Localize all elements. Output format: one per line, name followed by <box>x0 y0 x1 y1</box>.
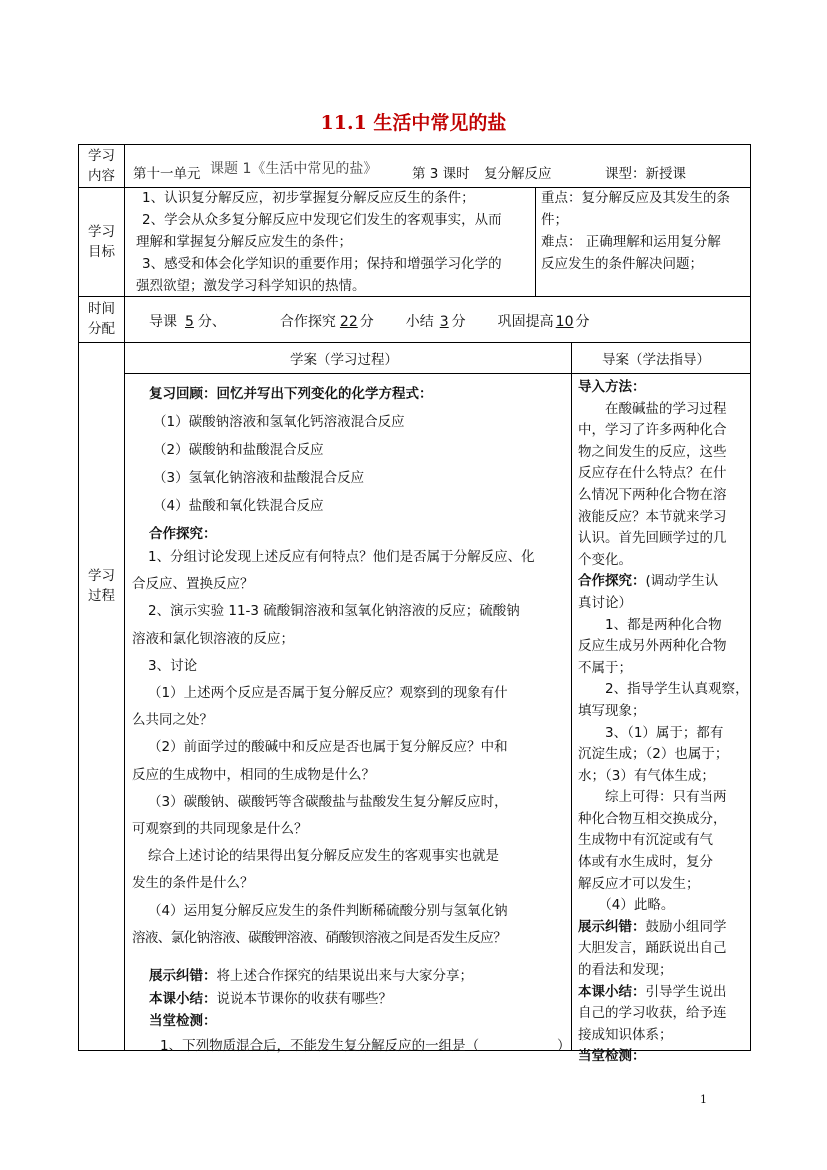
guidance-line: 生成物中有沉淀或有气 <box>578 832 713 849</box>
guidance-line: 解反应才可以发生； <box>578 875 700 892</box>
row-label-content: 学习 内容 <box>88 148 115 184</box>
unit-text: 第十一单元 <box>133 166 201 182</box>
time-allocation: 导课 5 分、 合作探究 22 分 小结 3 分 巩固提高 10 分 <box>149 314 590 330</box>
guidance-line: 3、（1）属于；都有 <box>578 724 724 741</box>
coop-line: （2）前面学过的酸碱中和反应是否也属于复分解反应？中和 <box>148 739 508 756</box>
column-divider <box>535 187 536 296</box>
goal-line: 3、感受和体会化学知识的重要作用；保持和增强学习化学的 <box>142 256 502 272</box>
coop-line: （3）碳酸钠、碳酸钙等含碳酸盐与盐酸发生复分解反应时， <box>148 793 508 810</box>
guidance-line: 物之间发生的反应，这些 <box>578 443 727 460</box>
guidance-line: 真讨论） <box>578 594 632 611</box>
lesson-type: 课型：新授课 <box>605 166 686 182</box>
test-question-1: 1、下列物质混合后，不能发生复分解反应的一组是（ <box>160 1038 480 1054</box>
guidance-line: 2、指导学生认真观察， <box>578 681 749 698</box>
row-label-goals: 学习 目标 <box>88 224 115 260</box>
guidance-line: 接成知识体系； <box>578 1026 673 1043</box>
column-divider <box>124 144 125 1051</box>
guidance-line: 个变化。 <box>578 551 632 568</box>
keypoints <box>541 187 749 275</box>
guidance-line: 种化合物互相交换成分， <box>578 810 727 827</box>
goals-list <box>136 187 532 297</box>
guidance-line: 填写现象； <box>578 702 646 719</box>
guidance-line: 反应存在什么特点？在什 <box>578 465 727 482</box>
coop-title: 合作探究： <box>149 526 217 542</box>
guidance-column <box>578 377 748 1068</box>
guidance-line: 不属于； <box>578 659 632 676</box>
coop-line: 可观察到的共同现象是什么？ <box>132 821 308 838</box>
guidance-line: 体或有水生成时，复分 <box>578 854 713 871</box>
guidance-line: 在酸碱盐的学习过程 <box>578 400 727 417</box>
guidance-line: 中，学习了许多两种化合 <box>578 422 727 439</box>
keypoint-line: 重点：复分解反应及其发生的条 <box>541 190 730 206</box>
coop-line: 1、分组讨论发现上述反应有何特点？他们是否属于分解反应、化 <box>148 549 535 565</box>
guidance-line: 的看法和发现； <box>578 962 673 979</box>
test-question-1-bracket: ） <box>557 1038 571 1054</box>
row-label-time: 时间 分配 <box>88 301 115 337</box>
review-item: （2）碳酸钠和盐酸混合反应 <box>153 442 324 458</box>
coop-line: 合反应、置换反应？ <box>132 576 254 593</box>
goal-line: 2、学会从众多复分解反应中发现它们发生的客观事实，从而 <box>142 212 502 228</box>
review-title: 复习回顾：回忆并写出下列变化的化学方程式： <box>149 386 433 402</box>
review-item: （1）碳酸钠溶液和氢氧化钙溶液混合反应 <box>153 414 405 430</box>
guidance-line: 自己的学习收获，给予连 <box>578 1005 727 1022</box>
topic-text: 复分解反应 <box>484 166 552 182</box>
guidance-line: 液能反应？本节就来学习 <box>578 508 727 525</box>
review-item: （4）盐酸和氧化铁混合反应 <box>153 498 324 514</box>
show-line: 展示纠错：将上述合作探究的结果说出来与大家分享； <box>149 968 473 984</box>
guidance-line: 合作探究：(调动学生认 <box>578 573 719 590</box>
guidance-line: 展示纠错：鼓励小组同学 <box>578 918 727 935</box>
guidance-line: 反应生成另外两种化合物 <box>578 638 727 655</box>
keypoint-line: 件； <box>541 212 568 228</box>
left-column-header: 学案（学习过程） <box>290 352 398 368</box>
column-divider <box>571 342 572 1051</box>
summary-line: 本课小结：说说本节课你的收获有哪些？ <box>149 991 392 1007</box>
guidance-line: 导入方法： <box>578 379 646 395</box>
test-title: 当堂检测： <box>149 1013 217 1029</box>
guidance-line: （4）此略。 <box>578 897 675 914</box>
period-text: 第 3 课时 <box>412 166 470 182</box>
page-title: 11.1 生活中常见的盐 <box>320 112 507 134</box>
goal-line: 强烈欲望；激发学习科学知识的热情。 <box>136 278 366 294</box>
coop-line: 反应的生成物中，相同的生成物是什么？ <box>132 766 375 783</box>
guidance-line: 本课小结：引导学生说出 <box>578 983 727 1000</box>
coop-line: 么共同之处？ <box>132 712 213 729</box>
coop-line: 综合上述讨论的结果得出复分解反应发生的客观事实也就是 <box>148 848 499 865</box>
right-column-header: 导案（学法指导） <box>602 352 710 368</box>
guidance-line: 1、都是两种化合物 <box>578 616 722 633</box>
guidance-line: 综上可得：只有当两 <box>578 789 727 806</box>
row-divider <box>78 342 751 343</box>
row-divider <box>124 373 751 374</box>
coop-body <box>132 544 568 952</box>
coop-line: （1）上述两个反应是否属于复分解反应？观察到的现象有什 <box>148 685 508 702</box>
row-label-process: 学习 过程 <box>88 568 115 604</box>
coop-line: 溶液、氯化钠溶液、碳酸钾溶液、硝酸钡溶液之间是否发生反应？ <box>132 929 507 946</box>
page-number: 1 <box>700 1093 707 1106</box>
guidance-line: 么情况下两种化合物在溶 <box>578 486 727 503</box>
review-item: （3）氢氧化钠溶液和盐酸混合反应 <box>153 470 365 486</box>
keypoint-line: 反应发生的条件解决问题； <box>541 256 703 272</box>
coop-line: 2、演示实验 11-3 硫酸铜溶液和氢氧化钠溶液的反应；硫酸钠 <box>148 603 520 620</box>
keypoint-line: 难点： 正确理解和运用复分解 <box>541 234 721 250</box>
guidance-line: 认识。首先回顾学过的几 <box>578 530 727 547</box>
coop-line: （4）运用复分解反应发生的条件判断稀硫酸分别与氢氧化钠 <box>148 902 508 919</box>
guidance-line: 大胆发言，踊跃说出自己 <box>578 940 727 957</box>
guidance-line: 水；（3）有气体生成； <box>578 767 715 784</box>
goal-line: 理解和掌握复分解反应发生的条件； <box>136 234 352 250</box>
coop-line: 3、讨论 <box>148 657 198 674</box>
coop-line: 发生的条件是什么？ <box>132 875 254 892</box>
coop-line: 溶液和氯化钡溶液的反应； <box>132 630 294 647</box>
goal-line: 1、认识复分解反应，初步掌握复分解反应反生的条件； <box>142 190 475 206</box>
guidance-line: 沉淀生成；（2）也属于； <box>578 746 729 763</box>
guidance-line: 当堂检测： <box>578 1048 646 1065</box>
lesson-text: 课题 1《生活中常见的盐》 <box>210 161 378 177</box>
